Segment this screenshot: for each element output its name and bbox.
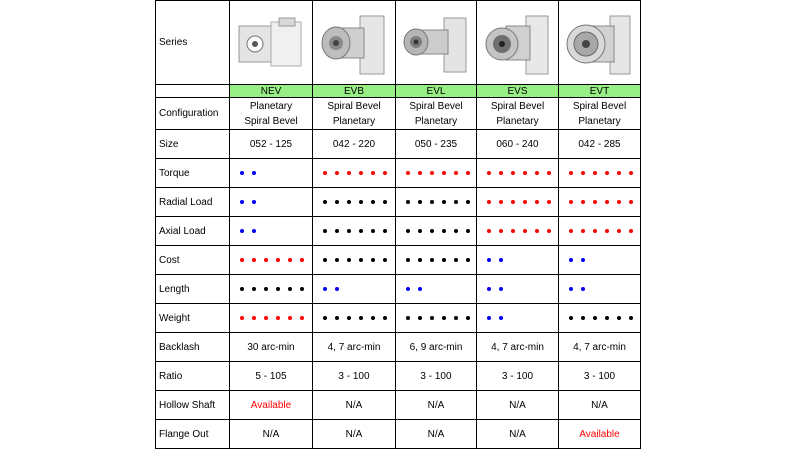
rating-dot bbox=[569, 316, 573, 320]
series-name-evt: EVT bbox=[559, 85, 641, 98]
nev-gearbox-photo bbox=[235, 12, 307, 78]
rating-dot bbox=[454, 229, 458, 233]
weight-rating bbox=[396, 304, 476, 332]
configuration-cell bbox=[396, 98, 477, 130]
flange-out-label: Flange Out bbox=[156, 420, 230, 449]
torque-rating bbox=[230, 159, 312, 187]
flange-out-cell: N/A bbox=[477, 420, 559, 449]
backlash-cell: 4, 7 arc-min bbox=[313, 333, 396, 362]
weight-rating-cell bbox=[477, 304, 559, 333]
hollow-shaft-label: Hollow Shaft bbox=[156, 391, 230, 420]
cost-rating-cell bbox=[559, 246, 641, 275]
evs-gearbox-photo bbox=[482, 12, 554, 78]
rating-dot bbox=[442, 258, 446, 262]
evl-gearbox-photo bbox=[400, 12, 472, 78]
radial-load-rating bbox=[396, 188, 476, 216]
config-line-1: Spiral Bevel bbox=[409, 100, 463, 112]
evb-gearbox-photo bbox=[318, 12, 390, 78]
rating-dot bbox=[466, 229, 470, 233]
flange-out-row bbox=[156, 420, 641, 449]
rating-dot bbox=[569, 287, 573, 291]
length-rating-cell bbox=[230, 275, 313, 304]
rating-dot bbox=[383, 200, 387, 204]
size-cell: 060 - 240 bbox=[477, 130, 559, 159]
weight-rating bbox=[313, 304, 395, 332]
rating-dot bbox=[430, 171, 434, 175]
rating-dot bbox=[523, 171, 527, 175]
hollow-shaft-cell: N/A bbox=[313, 391, 396, 420]
rating-dot bbox=[499, 287, 503, 291]
axial-load-rating bbox=[477, 217, 558, 245]
config-line-2: Planetary bbox=[414, 115, 458, 127]
length-row bbox=[156, 275, 641, 304]
rating-dot bbox=[359, 171, 363, 175]
ratio-cell: 3 - 100 bbox=[396, 362, 477, 391]
config-line-2: Planetary bbox=[332, 115, 376, 127]
weight-rating bbox=[559, 304, 640, 332]
rating-dot bbox=[323, 200, 327, 204]
rating-dot bbox=[569, 200, 573, 204]
rating-dot bbox=[347, 200, 351, 204]
rating-dot bbox=[335, 171, 339, 175]
rating-dot bbox=[581, 171, 585, 175]
rating-dot bbox=[288, 316, 292, 320]
rating-dot bbox=[430, 229, 434, 233]
ratio-cell: 5 - 105 bbox=[230, 362, 313, 391]
rating-dot bbox=[430, 200, 434, 204]
rating-dot bbox=[383, 171, 387, 175]
rating-dot bbox=[629, 316, 633, 320]
series-name-nev: NEV bbox=[230, 85, 313, 98]
series-name-spacer bbox=[156, 85, 230, 98]
config-line-1: Spiral Bevel bbox=[327, 100, 381, 112]
rating-dot bbox=[466, 258, 470, 262]
config-line-2: Planetary bbox=[578, 115, 621, 127]
weight-label: Weight bbox=[156, 304, 230, 333]
rating-dot bbox=[406, 229, 410, 233]
weight-rating-cell bbox=[230, 304, 313, 333]
length-rating bbox=[559, 275, 640, 303]
ratio-cell: 3 - 100 bbox=[313, 362, 396, 391]
rating-dot bbox=[240, 229, 244, 233]
weight-rating bbox=[477, 304, 558, 332]
axial-load-rating-cell bbox=[313, 217, 396, 246]
rating-dot bbox=[335, 287, 339, 291]
weight-rating bbox=[230, 304, 312, 332]
rating-dot bbox=[487, 258, 491, 262]
rating-dot bbox=[288, 258, 292, 262]
rating-dot bbox=[418, 229, 422, 233]
backlash-row bbox=[156, 333, 641, 362]
rating-dot bbox=[347, 258, 351, 262]
rating-dot bbox=[593, 229, 597, 233]
rating-dot bbox=[406, 171, 410, 175]
radial-load-rating-cell bbox=[230, 188, 313, 217]
rating-dot bbox=[487, 229, 491, 233]
evb-photo-cell bbox=[313, 1, 396, 85]
config-line-2: Spiral Bevel bbox=[244, 115, 298, 127]
hollow-shaft-cell: N/A bbox=[477, 391, 559, 420]
rating-dot bbox=[487, 316, 491, 320]
rating-dot bbox=[418, 287, 422, 291]
cost-row bbox=[156, 246, 641, 275]
rating-dot bbox=[300, 258, 304, 262]
rating-dot bbox=[511, 229, 515, 233]
rating-dot bbox=[629, 171, 633, 175]
flange-out-cell: Available bbox=[559, 420, 641, 449]
rating-dot bbox=[383, 258, 387, 262]
hollow-shaft-cell: Available bbox=[230, 391, 313, 420]
length-rating-cell bbox=[559, 275, 641, 304]
series-comparison-table bbox=[155, 0, 641, 449]
rating-dot bbox=[276, 287, 280, 291]
rating-dot bbox=[383, 316, 387, 320]
cost-rating-cell bbox=[230, 246, 313, 275]
configuration-cell bbox=[559, 98, 641, 130]
size-cell: 042 - 220 bbox=[313, 130, 396, 159]
torque-rating bbox=[477, 159, 558, 187]
rating-dot bbox=[535, 229, 539, 233]
rating-dot bbox=[264, 258, 268, 262]
torque-rating bbox=[313, 159, 395, 187]
rating-dot bbox=[335, 229, 339, 233]
rating-dot bbox=[252, 229, 256, 233]
size-row bbox=[156, 130, 641, 159]
rating-dot bbox=[240, 287, 244, 291]
hollow-shaft-cell: N/A bbox=[396, 391, 477, 420]
torque-rating-cell bbox=[477, 159, 559, 188]
rating-dot bbox=[359, 229, 363, 233]
rating-dot bbox=[547, 200, 551, 204]
evt-photo-cell bbox=[559, 1, 641, 85]
rating-dot bbox=[252, 171, 256, 175]
radial-load-rating bbox=[559, 188, 640, 216]
flange-out-cell: N/A bbox=[313, 420, 396, 449]
rating-dot bbox=[347, 171, 351, 175]
rating-dot bbox=[323, 229, 327, 233]
rating-dot bbox=[335, 200, 339, 204]
length-rating-cell bbox=[477, 275, 559, 304]
axial-load-label: Axial Load bbox=[156, 217, 230, 246]
rating-dot bbox=[523, 200, 527, 204]
rating-dot bbox=[535, 171, 539, 175]
cost-rating bbox=[477, 246, 558, 274]
torque-row bbox=[156, 159, 641, 188]
rating-dot bbox=[454, 171, 458, 175]
configuration-cell bbox=[477, 98, 559, 130]
rating-dot bbox=[523, 229, 527, 233]
radial-load-rating bbox=[313, 188, 395, 216]
axial-load-rating bbox=[230, 217, 312, 245]
length-rating bbox=[477, 275, 558, 303]
torque-rating-cell bbox=[396, 159, 477, 188]
flange-out-cell: N/A bbox=[396, 420, 477, 449]
rating-dot bbox=[442, 200, 446, 204]
size-cell: 052 - 125 bbox=[230, 130, 313, 159]
backlash-cell: 4, 7 arc-min bbox=[559, 333, 641, 362]
axial-load-rating-cell bbox=[230, 217, 313, 246]
rating-dot bbox=[371, 171, 375, 175]
torque-rating-cell bbox=[559, 159, 641, 188]
weight-rating-cell bbox=[396, 304, 477, 333]
radial-load-rating-cell bbox=[396, 188, 477, 217]
cost-label: Cost bbox=[156, 246, 230, 275]
rating-dot bbox=[252, 287, 256, 291]
rating-dot bbox=[617, 200, 621, 204]
series-name-evb: EVB bbox=[313, 85, 396, 98]
cost-rating bbox=[313, 246, 395, 274]
torque-rating bbox=[559, 159, 640, 187]
rating-dot bbox=[605, 229, 609, 233]
rating-dot bbox=[347, 316, 351, 320]
cost-rating-cell bbox=[396, 246, 477, 275]
rating-dot bbox=[581, 229, 585, 233]
torque-rating bbox=[396, 159, 476, 187]
length-rating bbox=[313, 275, 395, 303]
rating-dot bbox=[406, 258, 410, 262]
rating-dot bbox=[240, 258, 244, 262]
torque-rating-cell bbox=[230, 159, 313, 188]
rating-dot bbox=[276, 316, 280, 320]
rating-dot bbox=[569, 229, 573, 233]
rating-dot bbox=[418, 258, 422, 262]
rating-dot bbox=[300, 287, 304, 291]
axial-load-row bbox=[156, 217, 641, 246]
radial-load-rating-cell bbox=[313, 188, 396, 217]
cost-rating-cell bbox=[477, 246, 559, 275]
hollow-shaft-row bbox=[156, 391, 641, 420]
rating-dot bbox=[323, 171, 327, 175]
rating-dot bbox=[581, 258, 585, 262]
rating-dot bbox=[499, 171, 503, 175]
weight-rating-cell bbox=[313, 304, 396, 333]
rating-dot bbox=[535, 200, 539, 204]
backlash-cell: 6, 9 arc-min bbox=[396, 333, 477, 362]
config-line-2: Planetary bbox=[496, 115, 539, 127]
ratio-cell: 3 - 100 bbox=[559, 362, 641, 391]
rating-dot bbox=[276, 258, 280, 262]
configuration-cell bbox=[313, 98, 396, 130]
radial-load-rating-cell bbox=[559, 188, 641, 217]
backlash-cell: 30 arc-min bbox=[230, 333, 313, 362]
hollow-shaft-cell: N/A bbox=[559, 391, 641, 420]
axial-load-rating bbox=[313, 217, 395, 245]
rating-dot bbox=[499, 200, 503, 204]
configuration-row bbox=[156, 98, 641, 130]
rating-dot bbox=[442, 316, 446, 320]
weight-rating-cell bbox=[559, 304, 641, 333]
series-photo-row bbox=[156, 1, 641, 85]
rating-dot bbox=[264, 287, 268, 291]
rating-dot bbox=[371, 200, 375, 204]
rating-dot bbox=[605, 200, 609, 204]
series-name-row bbox=[156, 85, 641, 98]
rating-dot bbox=[454, 316, 458, 320]
rating-dot bbox=[252, 258, 256, 262]
rating-dot bbox=[418, 200, 422, 204]
rating-dot bbox=[581, 287, 585, 291]
rating-dot bbox=[617, 229, 621, 233]
rating-dot bbox=[383, 229, 387, 233]
backlash-cell: 4, 7 arc-min bbox=[477, 333, 559, 362]
ratio-cell: 3 - 100 bbox=[477, 362, 559, 391]
axial-load-rating bbox=[396, 217, 476, 245]
length-rating-cell bbox=[396, 275, 477, 304]
rating-dot bbox=[240, 200, 244, 204]
rating-dot bbox=[593, 171, 597, 175]
rating-dot bbox=[454, 200, 458, 204]
rating-dot bbox=[406, 287, 410, 291]
axial-load-rating-cell bbox=[477, 217, 559, 246]
rating-dot bbox=[487, 171, 491, 175]
series-name-evs: EVS bbox=[477, 85, 559, 98]
rating-dot bbox=[605, 171, 609, 175]
rating-dot bbox=[466, 171, 470, 175]
config-line-1: Planetary bbox=[249, 100, 293, 112]
rating-dot bbox=[300, 316, 304, 320]
config-line-1: Spiral Bevel bbox=[572, 100, 627, 112]
rating-dot bbox=[288, 287, 292, 291]
length-rating-cell bbox=[313, 275, 396, 304]
size-label: Size bbox=[156, 130, 230, 159]
radial-load-label: Radial Load bbox=[156, 188, 230, 217]
rating-dot bbox=[617, 316, 621, 320]
rating-dot bbox=[335, 258, 339, 262]
rating-dot bbox=[359, 258, 363, 262]
rating-dot bbox=[547, 171, 551, 175]
cost-rating-cell bbox=[313, 246, 396, 275]
axial-load-rating-cell bbox=[559, 217, 641, 246]
rating-dot bbox=[264, 316, 268, 320]
rating-dot bbox=[442, 171, 446, 175]
rating-dot bbox=[418, 171, 422, 175]
rating-dot bbox=[629, 229, 633, 233]
length-rating bbox=[230, 275, 312, 303]
cost-rating bbox=[230, 246, 312, 274]
config-line-1: Spiral Bevel bbox=[490, 100, 545, 112]
radial-load-rating bbox=[230, 188, 312, 216]
configuration-label: Configuration bbox=[156, 98, 230, 130]
rating-dot bbox=[430, 258, 434, 262]
rating-dot bbox=[511, 171, 515, 175]
axial-load-rating bbox=[559, 217, 640, 245]
series-label: Series bbox=[156, 1, 230, 85]
rating-dot bbox=[617, 171, 621, 175]
rating-dot bbox=[252, 200, 256, 204]
rating-dot bbox=[418, 316, 422, 320]
rating-dot bbox=[240, 171, 244, 175]
rating-dot bbox=[359, 200, 363, 204]
cost-rating bbox=[559, 246, 640, 274]
rating-dot bbox=[593, 316, 597, 320]
ratio-label: Ratio bbox=[156, 362, 230, 391]
cost-rating bbox=[396, 246, 476, 274]
axial-load-rating-cell bbox=[396, 217, 477, 246]
length-rating bbox=[396, 275, 476, 303]
evl-photo-cell bbox=[396, 1, 477, 85]
rating-dot bbox=[569, 258, 573, 262]
rating-dot bbox=[581, 200, 585, 204]
torque-label: Torque bbox=[156, 159, 230, 188]
torque-rating-cell bbox=[313, 159, 396, 188]
rating-dot bbox=[406, 316, 410, 320]
rating-dot bbox=[323, 316, 327, 320]
nev-photo-cell bbox=[230, 1, 313, 85]
rating-dot bbox=[454, 258, 458, 262]
rating-dot bbox=[359, 316, 363, 320]
ratio-row bbox=[156, 362, 641, 391]
rating-dot bbox=[547, 229, 551, 233]
rating-dot bbox=[371, 229, 375, 233]
rating-dot bbox=[605, 316, 609, 320]
radial-load-row bbox=[156, 188, 641, 217]
rating-dot bbox=[442, 229, 446, 233]
rating-dot bbox=[335, 316, 339, 320]
radial-load-rating-cell bbox=[477, 188, 559, 217]
configuration-cell bbox=[230, 98, 313, 130]
weight-row bbox=[156, 304, 641, 333]
size-cell: 042 - 285 bbox=[559, 130, 641, 159]
series-name-evl: EVL bbox=[396, 85, 477, 98]
rating-dot bbox=[466, 200, 470, 204]
rating-dot bbox=[323, 258, 327, 262]
rating-dot bbox=[466, 316, 470, 320]
rating-dot bbox=[487, 287, 491, 291]
backlash-label: Backlash bbox=[156, 333, 230, 362]
rating-dot bbox=[240, 316, 244, 320]
rating-dot bbox=[511, 200, 515, 204]
rating-dot bbox=[629, 200, 633, 204]
flange-out-cell: N/A bbox=[230, 420, 313, 449]
rating-dot bbox=[347, 229, 351, 233]
length-label: Length bbox=[156, 275, 230, 304]
rating-dot bbox=[406, 200, 410, 204]
rating-dot bbox=[487, 200, 491, 204]
rating-dot bbox=[252, 316, 256, 320]
rating-dot bbox=[593, 200, 597, 204]
rating-dot bbox=[581, 316, 585, 320]
size-cell: 050 - 235 bbox=[396, 130, 477, 159]
rating-dot bbox=[371, 316, 375, 320]
evt-gearbox-photo bbox=[564, 12, 636, 78]
rating-dot bbox=[499, 229, 503, 233]
rating-dot bbox=[371, 258, 375, 262]
rating-dot bbox=[430, 316, 434, 320]
rating-dot bbox=[499, 258, 503, 262]
rating-dot bbox=[569, 171, 573, 175]
radial-load-rating bbox=[477, 188, 558, 216]
rating-dot bbox=[499, 316, 503, 320]
evs-photo-cell bbox=[477, 1, 559, 85]
rating-dot bbox=[323, 287, 327, 291]
